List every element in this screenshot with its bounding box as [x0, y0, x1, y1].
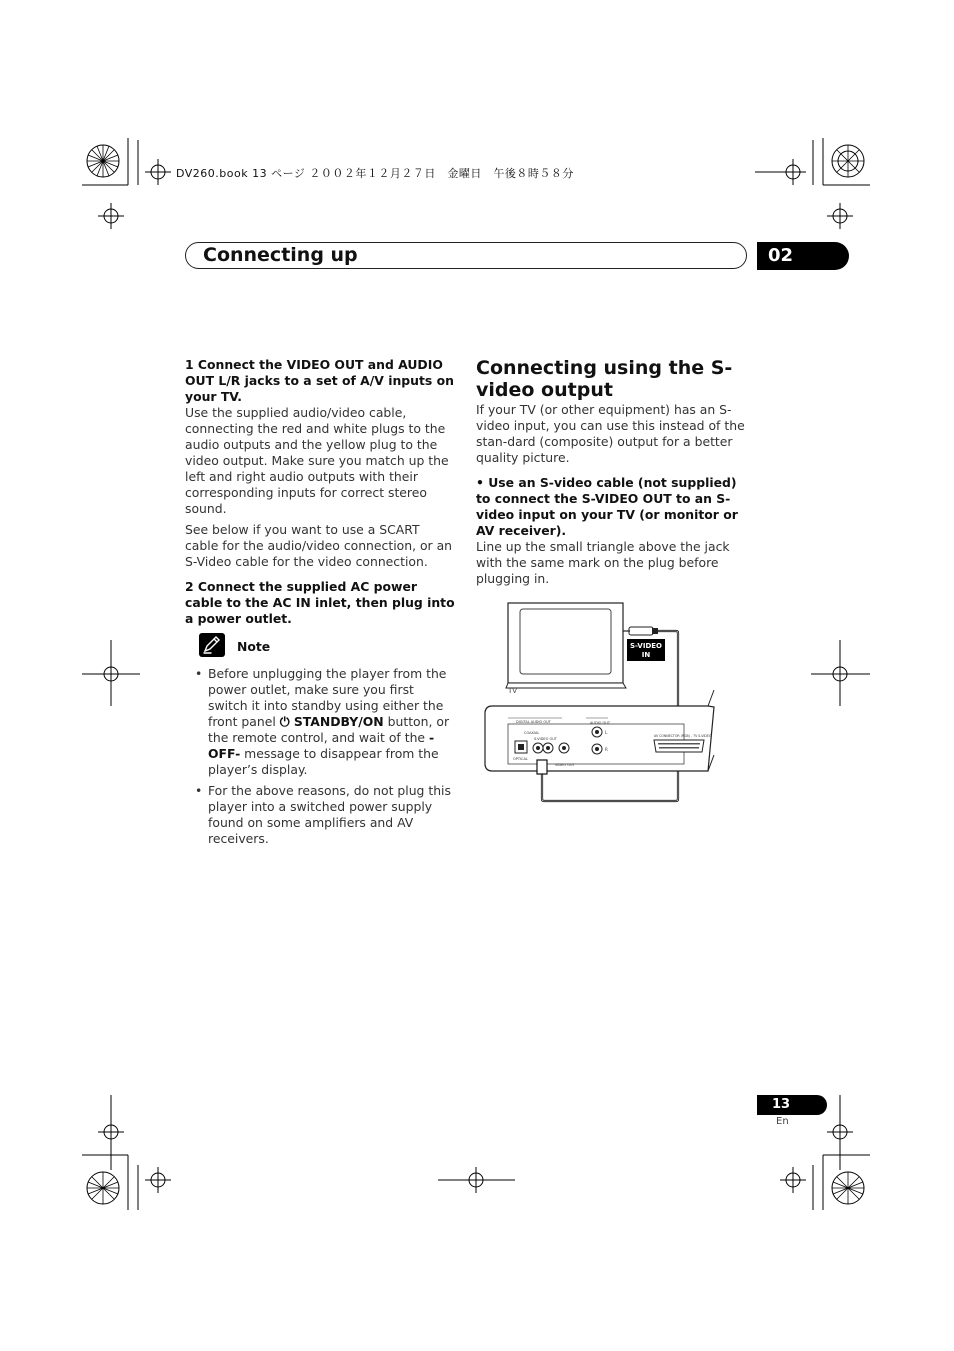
off-message-label: -OFF- — [208, 730, 435, 761]
page-number-badge — [757, 1095, 827, 1115]
coaxial-label: COAXIAL — [524, 731, 540, 735]
tv-illustration — [506, 603, 626, 688]
svideo-in-line2: IN — [641, 651, 651, 659]
note-label: Note — [237, 639, 271, 654]
s-video-out-label: S-VIDEO OUT — [534, 737, 557, 741]
note-bullet-1-text-a: Before unplugging the player from the power outlet, make sure you first switch it into standby using either the front panel — [208, 666, 447, 729]
digital-audio-out-label: DIGITAL AUDIO OUT — [516, 720, 551, 724]
note-list — [186, 666, 456, 852]
svideo-bullet-body: Line up the small triangle above the jack with the same mark on the plug before plugging in. — [476, 539, 730, 586]
audio-out-label: AUDIO OUT — [590, 721, 611, 725]
svideo-connection-diagram — [482, 600, 762, 810]
step1-body2: See below if you want to use a SCART cable for the audio/video connection, or an S-Video cable for the video connection. — [185, 522, 453, 569]
page-language: En — [776, 1116, 789, 1127]
section-title: Connecting up — [203, 244, 358, 266]
audio-l-label: L — [605, 730, 608, 735]
svideo-out-plug — [537, 760, 547, 774]
note-bullet-1-text-b: button, or the remote control, and wait of the — [208, 714, 450, 745]
av-connector-label: AV CONNECTOR (RGB) - TV S-VIDEO — [654, 734, 712, 738]
right-column — [476, 402, 746, 587]
svideo-heading: Connecting using the S-video output — [476, 357, 733, 401]
audio-r-label: R — [605, 747, 608, 752]
note-bullet-1 — [186, 666, 456, 778]
note-bullet-1-text-c: message to disappear from the player’s display. — [208, 746, 439, 777]
video-out-label: VIDEO OUT — [555, 763, 575, 767]
optical-label: OPTICAL — [513, 757, 528, 761]
svideo-intro: If your TV (or other equipment) has an S-video input, you can use this instead of the stan-dard (composite) output for a better quality picture. — [476, 402, 745, 465]
note-pencil-icon — [199, 633, 225, 657]
svideo-bullet-heading: • Use an S-video cable (not supplied) to connect the S-VIDEO OUT to an S-video input on your TV (or monitor or AV receiver). — [476, 475, 738, 538]
note-bullet-2: • For the above reasons, do not plug this player into a switched power supply found on some amplifiers and AV receivers. — [186, 783, 456, 847]
step2-heading: 2 Connect the supplied AC power cable to the AC IN inlet, then plug into a power outlet. — [185, 579, 455, 626]
svideo-in-line1: S-VIDEO — [629, 642, 663, 650]
step1-heading: 1 Connect the VIDEO OUT and AUDIO OUT L/R jacks to a set of A/V inputs on your TV. — [185, 357, 454, 404]
svideo-in-plug-tip — [652, 628, 658, 634]
step1-body: Use the supplied audio/video cable, connecting the red and white plugs to the audio outputs and the yellow plug to the video output. Make sure you match up the left and right audio outputs with their corresponding inputs for correct stereo sound. — [185, 405, 449, 516]
left-column — [185, 357, 455, 627]
page-number: 13 — [772, 1097, 791, 1112]
file-header: DV260.book 13 ページ ２００２年１２月２７日 金曜日 午後８時５８分 — [176, 167, 574, 180]
tv-label: TV — [508, 687, 518, 695]
svideo-in-plug — [629, 627, 653, 635]
standby-on-label: ⏻ STANDBY/ON — [279, 714, 384, 729]
chapter-number: 02 — [768, 245, 794, 266]
